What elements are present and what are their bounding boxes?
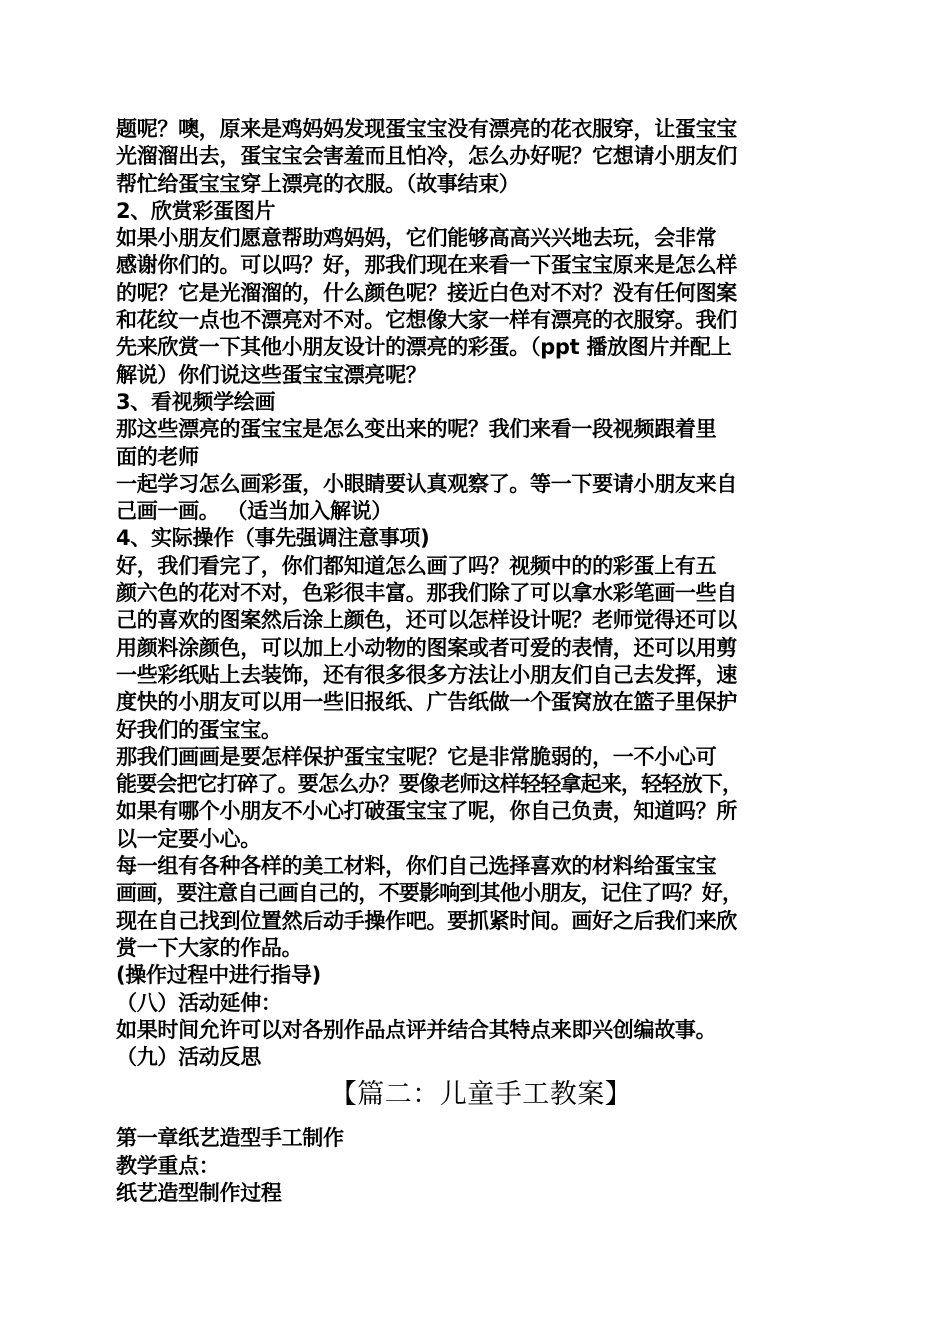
text-line: 己画一画。 （适当加入解说） [116,499,393,524]
text-line: 和花纹一点也不漂亮对不对。它想像大家一样有漂亮的衣服穿。我们 [116,308,737,333]
text-line: 颜六色的花对不对，色彩很丰富。那我们除了可以拿水彩笔画一些自 [116,581,737,606]
subheading: 4、实际操作（事先强调注意事项) [116,526,430,551]
section-title: 【篇二：儿童手工教案】 [329,1079,633,1111]
text-line: (操作过程中进行指导) [116,963,321,988]
text-line: 帮忙给蛋宝宝穿上漂亮的衣服。（故事结束） [116,171,520,196]
text-line: 解说）你们说这些蛋宝宝漂亮呢？ [116,362,427,387]
text-line: 如果时间允许可以对各别作品点评并结合其特点来即兴创编故事。 [116,1017,717,1042]
text-line: 面的老师 [116,444,199,469]
subheading: 3、看视频学绘画 [116,389,276,414]
text-line: 先来欣赏一下其他小朋友设计的漂亮的彩蛋。（ppt 播放图片并配上 [116,335,732,360]
subheading: （八）活动延伸： [116,990,282,1015]
subheading: 2、欣赏彩蛋图片 [116,198,276,223]
text-line: 每一组有各种各样的美工材料，你们自己选择喜欢的材料给蛋宝宝 [116,854,717,879]
text-line: 度快的小朋友可以用一些旧报纸、广告纸做一个蛋窝放在篮子里保护 [116,690,737,715]
text-line: 用颜料涂颜色，可以加上小动物的图案或者可爱的表情，还可以用剪 [116,635,737,660]
text-line: 一些彩纸贴上去装饰，还有很多很多方法让小朋友们自己去发挥，速 [116,662,737,687]
document-body [116,116,846,1207]
text-line: 以一定要小心。 [116,826,261,851]
text-line: 如果小朋友们愿意帮助鸡妈妈，它们能够高高兴兴地去玩，会非常 [116,226,717,251]
text-line: 好我们的蛋宝宝。 [116,717,282,742]
text-line: 光溜溜出去，蛋宝宝会害羞而且怕冷，怎么办好呢？它想请小朋友们 [116,144,737,169]
text-line: 如果有哪个小朋友不小心打破蛋宝宝了呢，你自己负责，知道吗？所 [116,799,737,824]
text-line: 能要会把它打碎了。要怎么办？要像老师这样轻轻拿起来，轻轻放下， [116,772,743,797]
text-line: 纸艺造型制作过程 [116,1180,282,1205]
text-line: 一起学习怎么画彩蛋，小眼睛要认真观察了。等一下要请小朋友来自 [116,471,737,496]
text-line: 赏一下大家的作品。 [116,935,303,960]
text-line: 好，我们看完了，你们都知道怎么画了吗？视频中的的彩蛋上有五 [116,553,717,578]
text-line: 那我们画画是要怎样保护蛋宝宝呢？它是非常脆弱的，一不小心可 [116,744,717,769]
text-line: 现在自己找到位置然后动手操作吧。要抓紧时间。画好之后我们来欣 [116,908,737,933]
text-line: 题呢？噢，原来是鸡妈妈发现蛋宝宝没有漂亮的花衣服穿，让蛋宝宝 [116,117,737,141]
text-line: 感谢你们的。可以吗？好，那我们现在来看一下蛋宝宝原来是怎么样 [116,253,737,278]
text-line: 己的喜欢的图案然后涂上颜色，还可以怎样设计呢？老师觉得还可以 [116,608,737,633]
chapter-heading: 第一章纸艺造型手工制作 [116,1126,344,1151]
text-line: 教学重点： [116,1153,220,1178]
subheading: （九）活动反思 [116,1045,261,1070]
text-line: 画画，要注意自己画自己的，不要影响到其他小朋友，记住了吗？好， [116,881,743,906]
text-line: 的呢？它是光溜溜的，什么颜色呢？接近白色对不对？没有任何图案 [116,280,737,305]
text-line: 那这些漂亮的蛋宝宝是怎么变出来的呢？我们来看一段视频跟着里 [116,417,717,442]
